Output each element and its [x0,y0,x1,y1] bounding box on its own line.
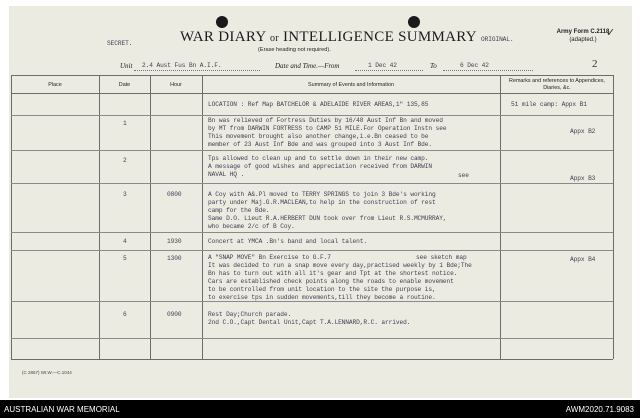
entry-line: Cars are established check points along the roads to enable movement [208,278,454,285]
punch-hole-right [408,16,420,28]
col-divider-date [150,75,151,359]
entry-hour: 0900 [167,311,182,318]
col-header-remarks: Remarks and references to Appendices, Diaries, &c. [509,78,605,91]
entry-line: Rest Day;Church parade. [208,311,292,318]
entry-line: Bn was relieved of Fortress Duties by 16/48 Aust Inf Bn and moved [208,117,443,124]
classification-stamp-left: SECRET. [107,40,133,47]
collection-name: AUSTRALIAN WAR MEMORIAL [4,405,120,414]
entry-remark: Appx B2 [570,128,596,135]
col-header-hour: Hour [170,82,182,88]
entry-remark: Appx B3 [570,175,596,182]
col-divider-place [99,75,100,359]
entry-line: It was decided to run a snap move every day,practised weekly by 1 Bde;The [208,262,472,269]
row-rule [11,250,613,251]
entry-line: Tps allowed to clean up and to settle down in their new camp. [208,155,429,162]
table-left-border [11,75,12,359]
date-to-value: 6 Dec 42 [460,62,489,69]
date-from-label: Date and Time.—From [275,62,340,70]
col-divider-summary [500,75,501,359]
row-rule [11,150,613,151]
entry-remark: Appx B4 [570,256,596,263]
check-mark: ✓ [606,27,616,39]
unit-value: 2.4 Aust Fus Bn A.I.F. [142,62,222,69]
page-title: WAR DIARY or INTELLIGENCE SUMMARY [180,29,477,45]
entry-line: A message of good wishes and appreciation received from DARWIN [208,163,433,170]
date-from-value: 1 Dec 42 [368,62,397,69]
row-rule [11,183,613,184]
entry-line: A "SNAP MOVE" Bn Exercise to G.F.7 [208,254,331,261]
location-line: LOCATION : Ref Map BATCHELOR & ADELAIDE RIVER AREAS,1" 135,85 [208,101,429,108]
entry-hour: 1930 [167,238,182,245]
entry-date: 1 [123,120,127,127]
col-header-place: Place [48,82,62,88]
entry-line: 2nd C.O.,Capt Dental Unit,Capt T.A.LENNARD,R.C. arrived. [208,319,411,326]
entry-line: A Coy with A&.Pl moved to TERRY SPRINGS to join 3 Bde's working [208,191,436,198]
date-from-underline [355,70,423,71]
row-rule [11,338,613,339]
entry-line: party under Maj.G.R.MACLEAN,to help in the construction of rest [208,199,436,206]
entry-date: 2 [123,157,127,164]
row-rule [11,301,613,302]
col-header-date: Date [118,82,131,88]
entry-inline-note: see [458,172,469,179]
row-rule [11,115,613,116]
form-number: Army Form C.2118 [556,29,610,35]
date-to-underline [443,70,533,71]
col-header-summary: Summary of Events and Information [308,82,394,88]
page-number-mark: 2 [592,58,598,70]
entry-date: 5 [123,255,127,262]
form-adapted: (adapted.) [569,37,597,43]
entry-line: Same D.O. Lieut R.A.HERBERT DUN took over from Lieut R.S.MCMURRAY, [208,215,447,222]
table-right-border [613,75,614,359]
table-bottom-border [11,359,613,360]
page-subtitle: (Erase heading not required). [258,47,331,53]
location-remark: 51 mile camp: Appx B1 [511,101,587,108]
entry-date: 4 [123,238,127,245]
col-divider-hour [202,75,203,359]
entry-hour: 0800 [167,191,182,198]
entry-line: Bn has to turn out with all it's gear and Tpt at the shortest notice. [208,270,458,277]
classification-stamp-right: ORIGINAL. [481,36,514,43]
table-top-border [11,75,613,76]
entry-line: Concert at YMCA .Bn's band and local talent. [208,238,367,245]
entry-date: 6 [123,311,127,318]
table-header-divider [11,93,613,94]
collection-footer [0,400,640,418]
entry-line: who became 2/c of B Coy. [208,223,295,230]
entry-line: to be controlled from unit location to the site the purpose is, [208,286,436,293]
entry-line: member of 23 Aust Inf Bde and was grouped into 3 Aust Inf Bde. [208,141,433,148]
punch-hole-left [216,16,228,28]
entry-line: This movement brought also another change,i.e.Bn ceased to be [208,133,429,140]
row-rule [11,232,613,233]
entry-line: by MT from DARWIN FORTRESS to CAMP 51 MILE.For Operation Instn see [208,125,447,132]
entry-line: to exercise tps in sudden movements,till they become a routine. [208,294,436,301]
accession-number: AWM2020.71.9083 [565,405,634,414]
entry-line: camp for the Bde. [208,207,270,214]
form-print-code: (C 2867) Wt.W.—C.1044 [22,370,72,375]
entry-line: NAVAL HQ . [208,171,245,178]
entry-inline-note: see sketch map [416,254,467,261]
unit-underline [134,70,260,71]
entry-hour: 1300 [167,255,182,262]
entry-date: 3 [123,191,127,198]
unit-label: Unit [120,62,133,70]
date-to-label: To [430,62,437,70]
